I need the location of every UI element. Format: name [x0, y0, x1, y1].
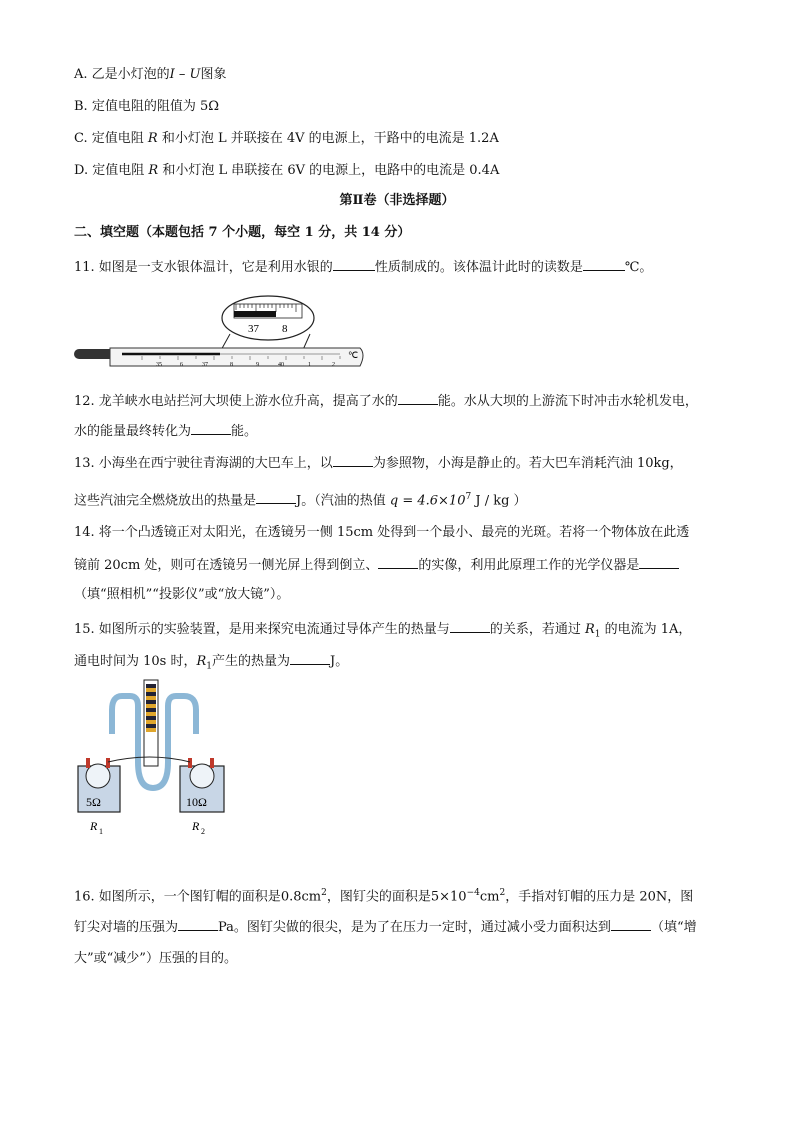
- label-r1-sub: 1: [99, 827, 103, 836]
- scale-label-40: 40: [278, 362, 284, 368]
- q13-tail: 为参照物，小海是静止的。若大巴车消耗汽油 10kg，: [372, 456, 683, 471]
- option-c-head: C. 定值电阻: [74, 131, 144, 146]
- q15-l2-tail: 产生的热量为: [212, 654, 291, 669]
- q11-blank-1[interactable]: [333, 258, 375, 271]
- q16-blank-1[interactable]: [178, 918, 218, 931]
- q16-area2: 5×10: [430, 889, 467, 905]
- scale-label-39: 9: [256, 362, 259, 368]
- q13-exp: 7: [465, 492, 472, 502]
- scale-label-37: 37: [202, 362, 208, 368]
- q14-blank-1[interactable]: [378, 556, 418, 569]
- option-a-text: A. 乙是小灯泡的: [74, 67, 170, 82]
- left-resistor-value: 5Ω: [86, 795, 101, 809]
- q16-area1: 0.8cm: [280, 889, 322, 905]
- q16-head: 16. 如图所示，一个图钉帽的面积是: [74, 889, 281, 905]
- q13-head: 13. 小海坐在西宁驶往青海湖的大巴车上，以: [74, 456, 333, 471]
- q11-mid: 性质制成的。该体温计此时的读数是: [374, 260, 583, 275]
- q13-line-1: [74, 454, 683, 473]
- q12-head: 12. 龙羊峡水电站拦河大坝使上游水位升高，提高了水的: [74, 394, 398, 409]
- q12-blank-2[interactable]: [191, 422, 231, 435]
- option-d: [74, 162, 499, 180]
- q15-l2-head: 通电时间为 10s 时，: [74, 654, 197, 669]
- q15-line-1: [74, 620, 691, 644]
- q16-area2-sq: 2: [499, 888, 506, 898]
- q16-line-3: 大”或“减少”）压强的目的。: [74, 951, 237, 966]
- q16-area1-sq: 2: [321, 888, 327, 898]
- q15-blank-2[interactable]: [290, 652, 330, 665]
- q16-line-2: [74, 918, 697, 937]
- label-r1: R: [90, 819, 98, 833]
- q16-tail: ，手指对钉帽的压力是 20N，图: [505, 889, 694, 905]
- q13-l2-tail: J。（汽油的热值: [296, 493, 386, 509]
- q16-area2-exp: −4: [466, 888, 480, 898]
- q14-blank-2[interactable]: [639, 556, 679, 569]
- thermometer-unit: ℃: [348, 350, 359, 360]
- q14-l2-tail: 的实像，利用此原理工作的光学仪器是: [418, 558, 640, 573]
- q15-r1-sub: 1: [594, 629, 601, 640]
- q12-l2-tail: 能。: [231, 424, 258, 439]
- thermometer-body: [74, 348, 363, 366]
- q15-head: 15. 如图所示的实验装置，是用来探究电流通过导体产生的热量与: [74, 622, 450, 637]
- thermometer-figure: [70, 292, 370, 374]
- q11-blank-2[interactable]: [583, 258, 625, 271]
- thermometer-zoom-callout: [220, 296, 314, 352]
- q14-line-3: （填“照相机”“投影仪”或“放大镜”）。: [74, 587, 290, 602]
- q13-l2-head: 这些汽油完全燃烧放出的热量是: [74, 493, 257, 509]
- scale-label-36: 6: [180, 362, 183, 368]
- q16-l2-head: 钉尖对墙的压强为: [74, 920, 179, 935]
- q15-mid: 的关系，若通过: [489, 622, 581, 637]
- q12-line-2: [74, 422, 257, 441]
- q15-l2-r1: R: [196, 654, 207, 669]
- q11-head: 11. 如图是一支水银体温计，它是利用水银的: [74, 260, 333, 275]
- q13-unit: J / kg ）: [475, 493, 527, 509]
- q12-l2-head: 水的能量最终转化为: [74, 424, 192, 439]
- q12-tail: 能。水从大坝的上游流下时冲击水轮机发电，: [437, 394, 698, 409]
- option-c: [74, 130, 499, 148]
- q15-blank-1[interactable]: [450, 620, 490, 633]
- right-container: [180, 758, 224, 812]
- left-container: [78, 758, 120, 812]
- zoom-label-37: 37: [248, 323, 259, 335]
- q15-tail: 的电流为 1A，: [604, 622, 692, 637]
- part-title: 二、填空题（本题包括 7 个小题，每空 1 分，共 14 分）: [74, 225, 411, 240]
- right-resistor-value: 10Ω: [186, 795, 207, 809]
- heat-experiment-figure: [72, 676, 242, 840]
- q11-tail: ℃。: [624, 260, 653, 275]
- q16-area2-unit: cm: [479, 889, 500, 905]
- label-r2: R: [192, 819, 200, 833]
- q13-formula: q = 4.6×10: [389, 493, 466, 509]
- option-c-text: 和小灯泡 L 并联接在 4V 的电源上，干路中的电流是 1.2A: [161, 131, 499, 146]
- q15-l2-r1-sub: 1: [206, 661, 213, 672]
- option-c-r: R: [147, 131, 158, 146]
- q13-blank-2[interactable]: [256, 491, 296, 504]
- option-d-r: R: [148, 163, 159, 178]
- label-r2-sub: 2: [201, 827, 205, 836]
- q15-l2-end: J。: [330, 654, 349, 669]
- q16-l2-tail: （填“增: [650, 920, 697, 935]
- q15-line-2: [74, 652, 348, 676]
- option-a: [74, 66, 227, 84]
- q13-blank-1[interactable]: [333, 454, 373, 467]
- scale-label-35: 35: [156, 362, 162, 368]
- scale-label-42: 2: [332, 362, 335, 368]
- q15-r1: R: [584, 622, 595, 637]
- q13-line-2: [74, 488, 527, 510]
- option-a-tail: 图象: [200, 67, 227, 82]
- zoom-label-8: 8: [282, 323, 288, 335]
- q14-l2-head: 镜前 20cm 处，则可在透镜另一侧光屏上得到倒立、: [74, 558, 379, 573]
- volume-title: 第Ⅱ卷（非选择题）: [339, 193, 455, 208]
- q16-line-1: [74, 884, 693, 906]
- q12-line-1: [74, 392, 698, 411]
- option-b: B. 定值电阻的阻值为 5Ω: [74, 99, 219, 114]
- q16-mid: ，图钉尖的面积是: [326, 889, 431, 905]
- scale-label-38: 8: [230, 362, 233, 368]
- q14-line-2: [74, 556, 679, 575]
- q12-blank-1[interactable]: [398, 392, 438, 405]
- q16-l2-mid: Pa。图钉尖做的很尖，是为了在压力一定时，通过减小受力面积达到: [218, 920, 611, 935]
- q14-line-1: 14. 将一个凸透镜正对太阳光，在透镜另一侧 15cm 处得到一个最小、最亮的光斑。若将一个物体放在此透: [74, 525, 690, 540]
- option-d-head: D. 定值电阻: [74, 163, 145, 178]
- q11-text: [74, 258, 652, 277]
- q16-blank-2[interactable]: [611, 918, 651, 931]
- option-d-text: 和小灯泡 L 串联接在 6V 的电源上，电路中的电流是 0.4A: [162, 163, 500, 178]
- option-a-iu: I – U: [169, 67, 201, 82]
- scale-label-41: 1: [308, 362, 311, 368]
